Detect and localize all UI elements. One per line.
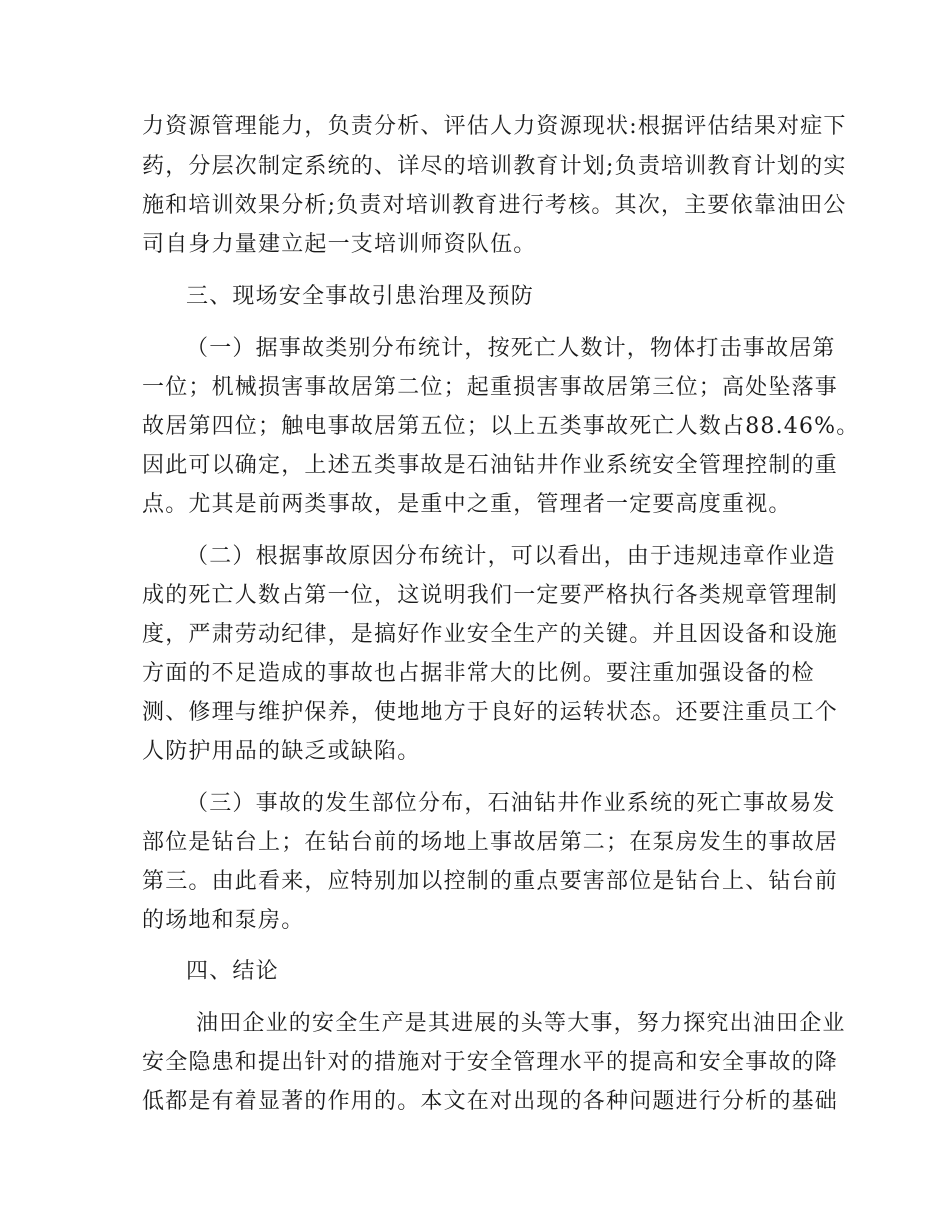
text-line: 因此可以确定，上述五类事故是石油钻井作业系统安全管理控制的重: [142, 453, 839, 478]
text-line: 成的死亡人数占第一位，这说明我们一定要严格执行各类规章管理制: [142, 583, 839, 608]
text-line: 部位是钻台上；在钻台前的场地上事故居第二；在泵房发生的事故居: [142, 830, 839, 855]
text-line: 度，严肃劳动纪律，是搞好作业安全生产的关键。并且因设备和设施: [142, 622, 839, 647]
text-line: 安全隐患和提出针对的措施对于安全管理水平的提高和安全事故的降: [142, 1050, 839, 1075]
text-line: （三）事故的发生部位分布，石油钻井作业系统的死亡事故易发: [186, 791, 836, 816]
text-line: 人防护用品的缺乏或缺陷。: [142, 739, 421, 764]
text-line: 力资源管理能力，负责分析、评估人力资源现状:根据评估结果对症下: [142, 114, 847, 139]
text-line: 的场地和泵房。: [142, 908, 305, 933]
text-line: 油田企业的安全生产是其进展的头等大事，努力探究出油田企业: [196, 1011, 846, 1036]
text-line: （二）根据事故原因分布统计，可以看出，由于违规违章作业造: [186, 544, 836, 569]
section-heading: 三、现场安全事故引患治理及预防: [186, 284, 535, 309]
text-line: 第三。由此看来，应特别加以控制的重点要害部位是钻台上、钻台前: [142, 869, 839, 894]
text-line: 施和培训效果分析;负责对培训教育进行考核。其次，主要依靠油田公: [142, 193, 847, 218]
text-line: 测、修理与维护保养，使地地方于良好的运转状态。还要注重员工个: [142, 700, 839, 725]
section-heading: 四、结论: [186, 959, 279, 984]
text-line: 故居第四位；触电事故居第五位；以上五类事故死亡人数占88.46%。: [142, 414, 860, 439]
text-line: 药，分层次制定系统的、详尽的培训教育计划;负责培训教育计划的实: [142, 154, 847, 179]
text-line: 方面的不足造成的事故也占据非常大的比例。要注重加强设备的检: [142, 661, 815, 686]
text-line: 点。尤其是前两类事故，是重中之重，管理者一定要高度重视。: [142, 492, 792, 517]
text-line: （一）据事故类别分布统计，按死亡人数计，物体打击事故居第: [186, 336, 836, 361]
text-line: 低都是有着显著的作用的。本文在对出现的各种问题进行分析的基础: [142, 1089, 839, 1114]
text-line: 一位；机械损害事故居第二位；起重损害事故居第三位；高处坠落事: [142, 375, 839, 400]
text-line: 司自身力量建立起一支培训师资队伍。: [142, 232, 537, 257]
